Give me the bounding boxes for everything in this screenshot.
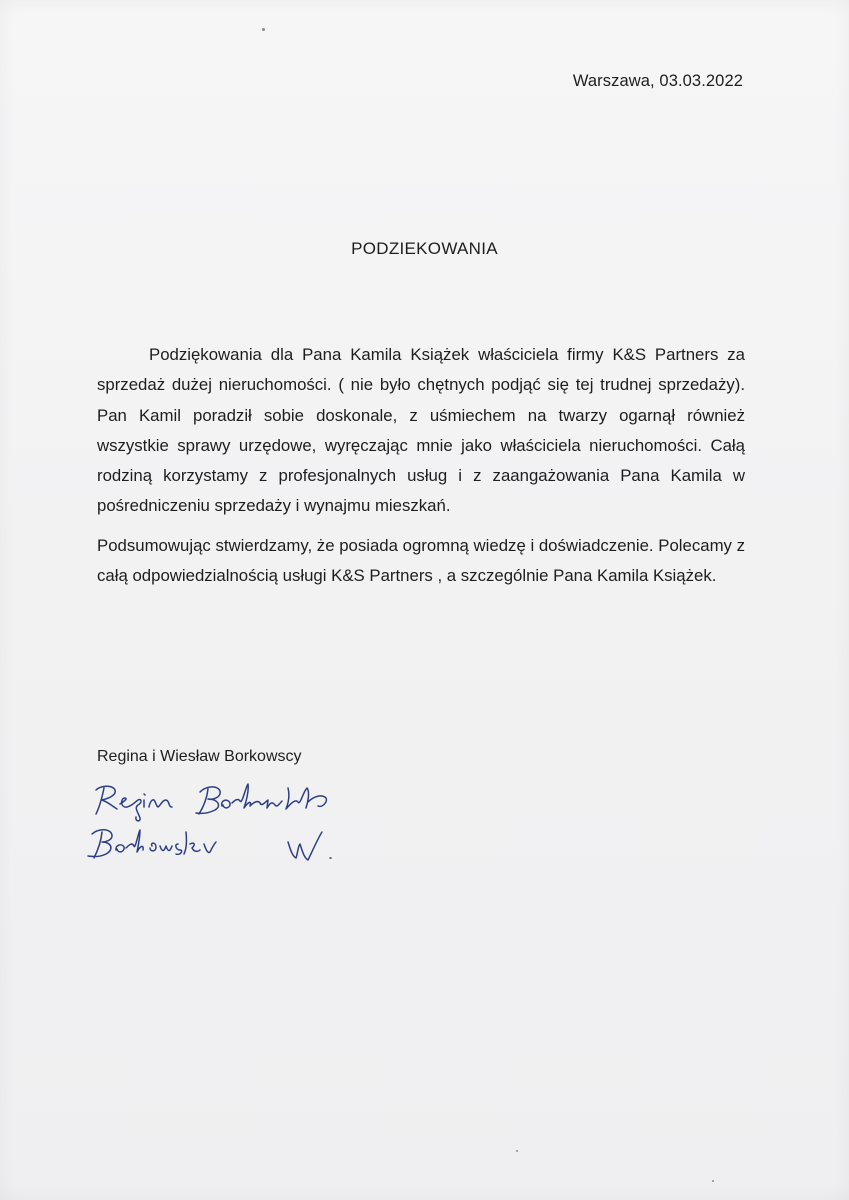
signature-line-2	[88, 830, 331, 860]
paper-speck	[262, 28, 265, 31]
body-paragraph-1: Podziękowania dla Pana Kamila Książek właściciela firmy K&S Partners za sprzedaż dużej nieruchomości. ( nie było chętnych podjąć się tej trudnej sprzedaży). Pan Kamil poradził sobie doskonale, z uśmiechem na twarzy ogarnął również wszystkie sprawy urzędowe, wyręczając mnie jako właściciela nieruchomości. Całą rodziną korzystamy z profesjonalnych usług i z zaangażowania Pana Kamila w pośredniczeniu sprzedaży i wynajmu mieszkań.	[97, 345, 745, 516]
paper-speck	[712, 1180, 714, 1182]
signers-name: Regina i Wiesław Borkowscy	[97, 748, 302, 765]
letter-body	[97, 340, 745, 591]
body-paragraph-2: Podsumowując stwierdzamy, że posiada ogromną wiedzę i doświadczenie. Polecamy z całą odpowiedzialnością usługi K&S Partners , a szczególnie Pana Kamila Książek.	[97, 535, 745, 586]
place-and-date: Warszawa, 03.03.2022	[572, 72, 743, 90]
paper-speck	[516, 1150, 518, 1152]
handwritten-signature	[82, 772, 392, 872]
letter-title: PODZIEKOWANIA	[351, 239, 498, 258]
signature-line-1	[96, 784, 326, 821]
